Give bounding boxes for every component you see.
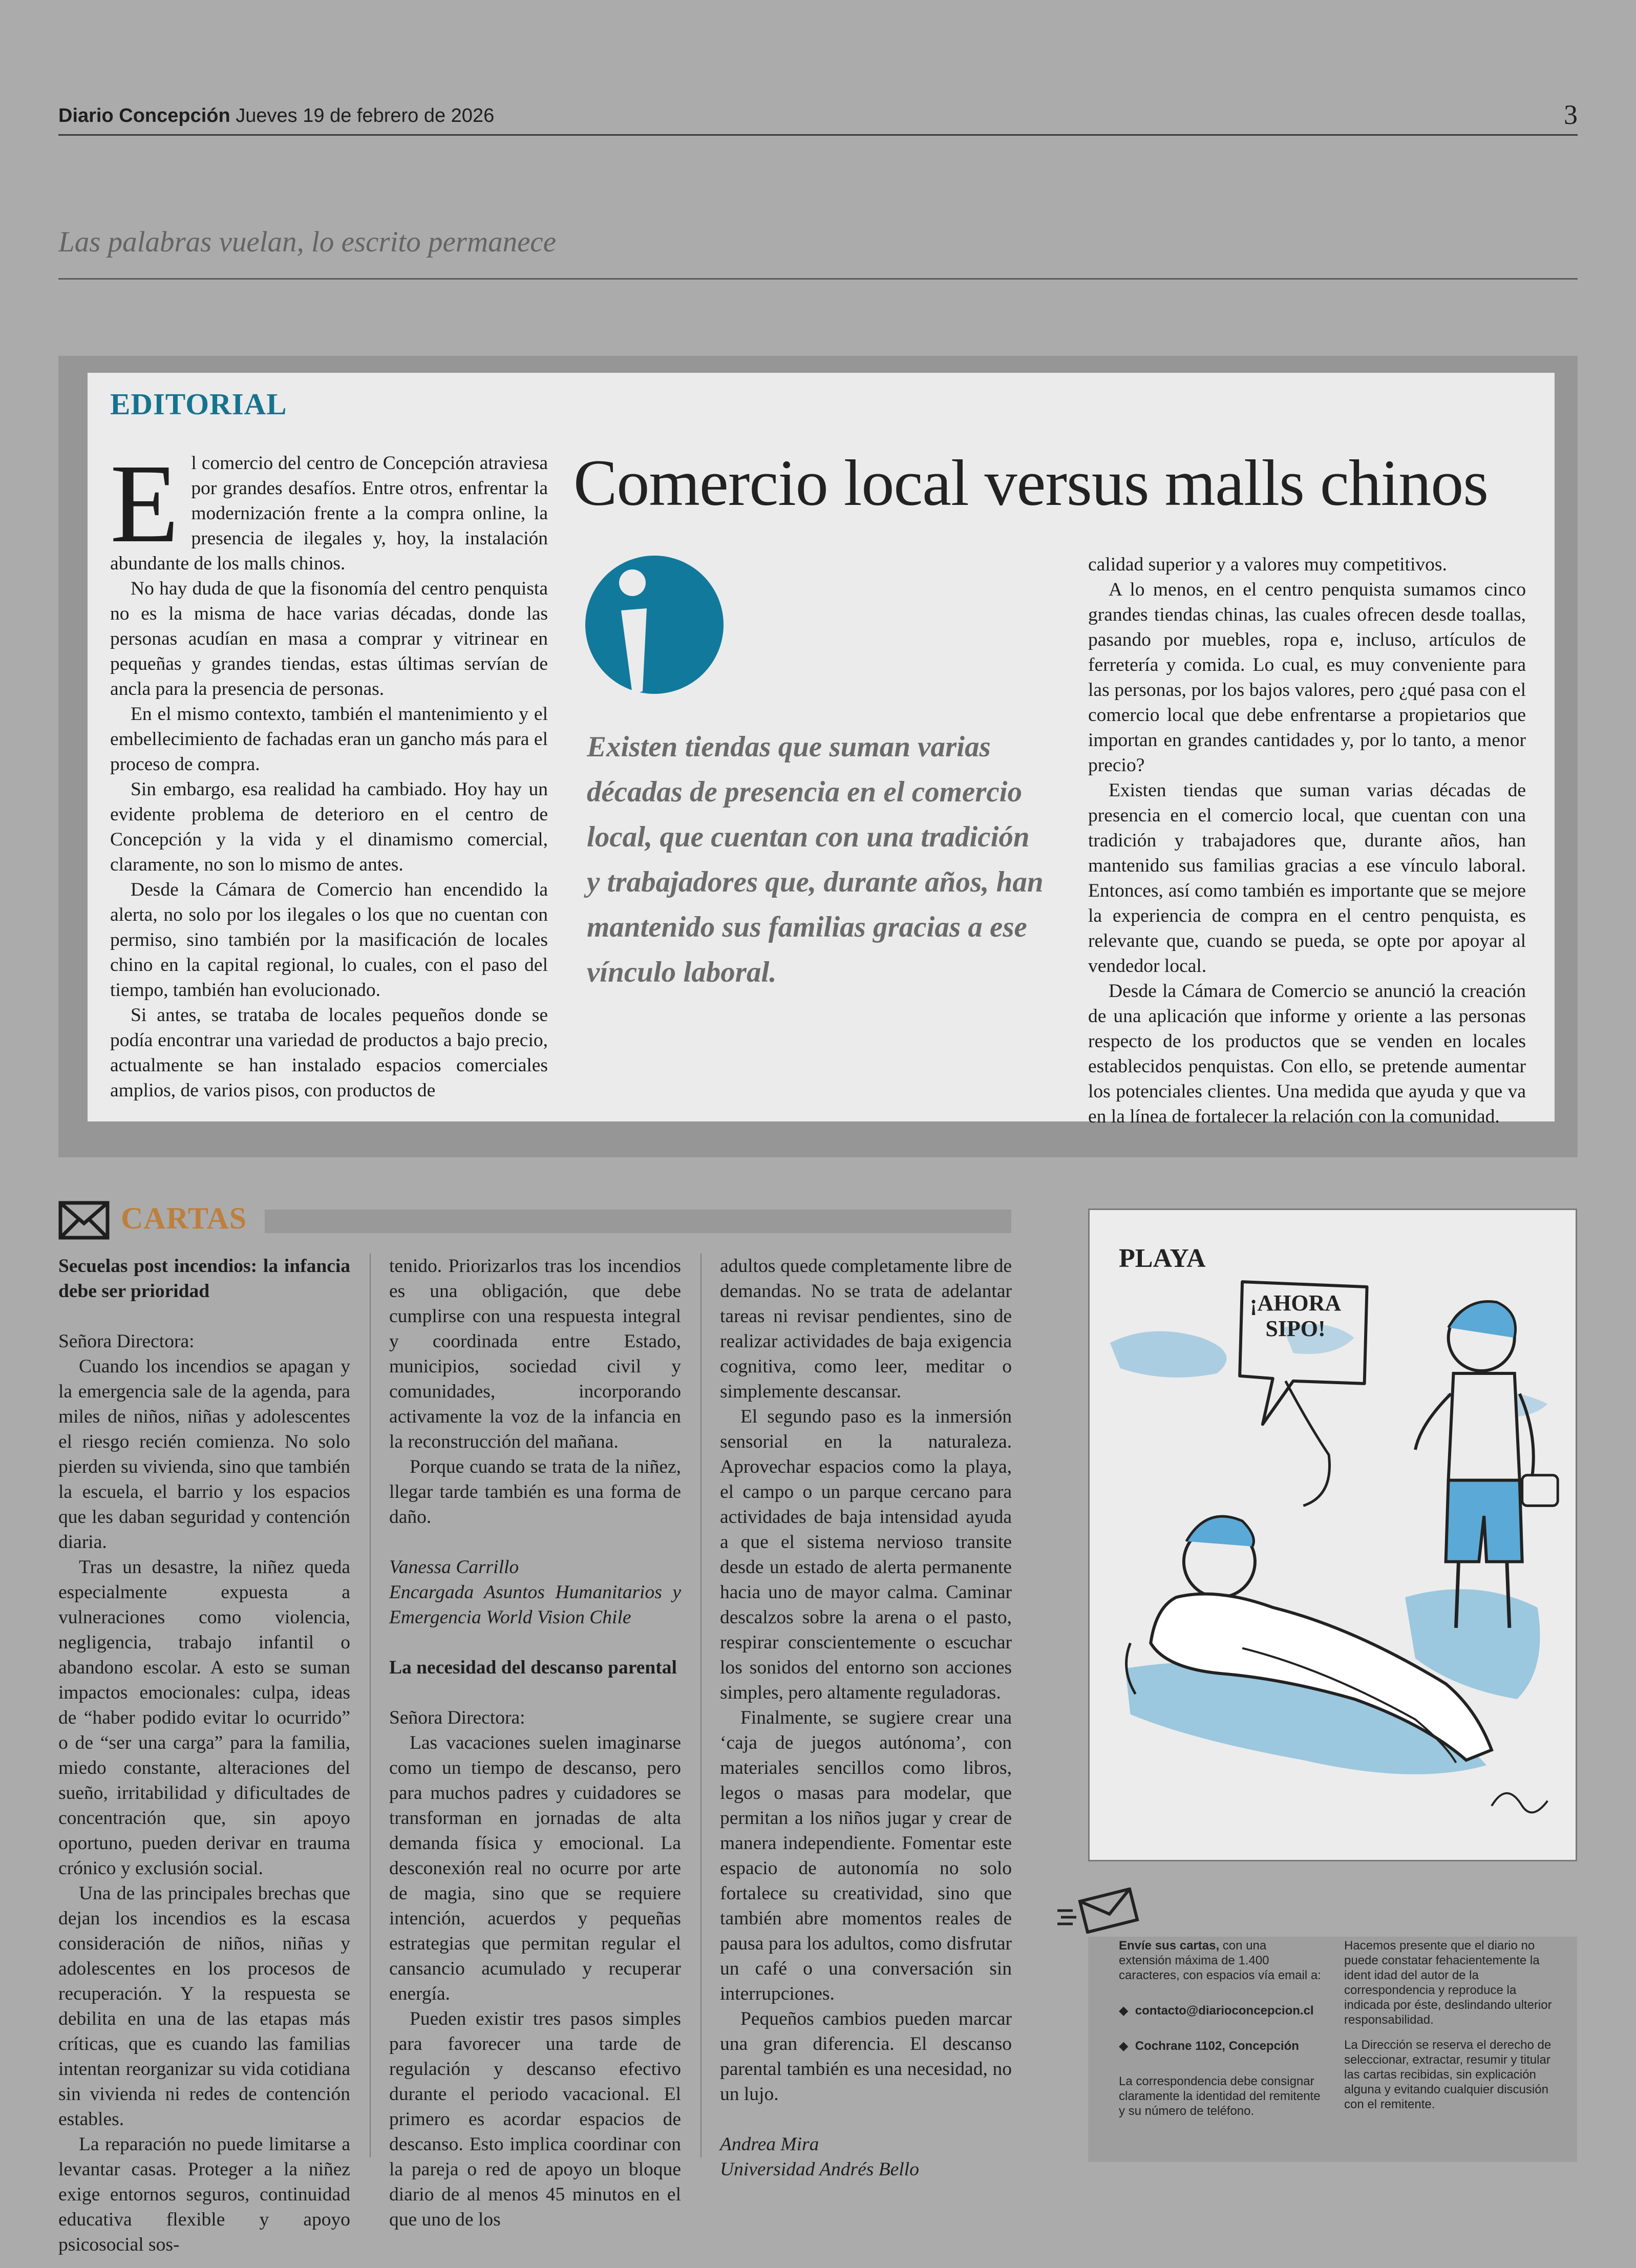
- letter-paragraph: Tras un desastre, la niñez queda especialmente expuesta a vulneraciones como violencia, negligencia, trabajo infantil o abandono escolar. A esto se suman impactos emocionales: culpa, ideas de “haber podido evitar lo ocurrido” o de “ser una carga” para la familia, miedo constante, alteraciones del sueño, irritabilidad y dificultades de concentración que, sin apoyo oportuno, pueden derivar en trauma crónico y exclusión social.: [58, 1557, 350, 1879]
- letter-paragraph: El segundo paso es la inmersión sensorial en la naturaleza. Aprovechar espacios como la playa, el campo o un parque cercano para actividades de baja intensidad ayuda a que el sistema nervioso transite desde un estado de alerta permanente hacia uno de mayor calma. Caminar descalzos sobre la arena o el pasto, respirar conscientemente o escuchar los sonidos del entorno son acciones simples, pero altamente reguladoras.: [720, 1406, 1012, 1703]
- editorial-paragraph: Si antes, se trataba de locales pequeños donde se podía encontrar una variedad de productos a bajo precio, actualmente se han instalado espacios comerciales amplios, de varios pisos, con productos de: [110, 1005, 548, 1101]
- editorial-paragraph: calidad superior y a valores muy competitivos.: [1088, 554, 1447, 575]
- letters-column-3: [720, 1254, 1012, 2182]
- editorial-label: EDITORIAL: [110, 387, 287, 421]
- cartoon-title: PLAYA: [1119, 1244, 1206, 1273]
- editorial-paragraph: No hay duda de que la fisonomía del centro penquista no es la misma de hace varias décadas, donde las personas acudían en masa a comprar y vitrinear en pequeñas y grandes tiendas, estas últimas servían de ancla para la presencia de personas.: [110, 578, 548, 700]
- submission-info-right: [1344, 1938, 1554, 2112]
- letter-salutation: Señora Directora:: [389, 1707, 525, 1728]
- pull-quote: Existen tiendas que suman varias décadas de presencia en el comercio local, que cuentan con una tradición y trabajadores que, durante años, han mantenido sus familias gracias a ese vínculo laboral.: [587, 731, 1044, 988]
- letter-signature-name: Vanessa Carrillo: [389, 1557, 519, 1578]
- letters-column-2: [389, 1254, 681, 2232]
- submission-note: La correspondencia debe consignar claramente la identidad del remitente y su número de teléfono.: [1119, 2074, 1321, 2118]
- cartas-bar: [265, 1210, 1011, 1233]
- letter-paragraph: Cuando los incendios se apagan y la emergencia sale de la agenda, para miles de niños, niñas y adolescentes el riesgo recién comienza. No solo pierden su vivienda, sino que también la escuela, el barrio y los espacios que les daban seguridad y contención diaria.: [58, 1356, 350, 1553]
- editorial-paragraph: En el mismo contexto, también el mantenimiento y el embellecimiento de fachadas eran un gancho más para el proceso de compra.: [110, 704, 548, 775]
- submission-disclaimer: Hacemos presente que el diario no puede constatar fehacientemente la ident idad del autor de la correspondencia y reproduce la indicada por éste, deslindando ulterior responsabilidad.: [1344, 1939, 1552, 2027]
- editorial-paragraph: Sin embargo, esa realidad ha cambiado. Hoy hay un evidente problema de deterioro en el centro de Concepción y la vida y el dinamismo comercial, claramente, no son lo mismo de antes.: [110, 779, 548, 875]
- tagline-rule: [58, 278, 1578, 280]
- cartoon-speech: ¡AHORA SIPO!: [1249, 1290, 1342, 1341]
- cartas-label: CARTAS: [121, 1201, 247, 1235]
- editorial-paragraph: A lo menos, en el centro penquista sumamos cinco grandes tiendas chinas, las cuales ofrecen desde toallas, pasando por muebles, ropa e, incluso, artículos de ferretería y comida. Lo cual, es muy conveniente para las personas, por los bajos valores, pero ¿qué pasa con el comercio local que debe enfrentarse a propietarios que importan en grandes cantidades y, por lo tanto, a menor precio?: [1088, 579, 1526, 776]
- letter-paragraph: Pequeños cambios pueden marcar una gran diferencia. El descanso parental también es una necesidad, no un lujo.: [720, 2008, 1012, 2105]
- newspaper-name: Diario Concepción: [58, 105, 230, 126]
- letter-paragraph: Porque cuando se trata de la niñez, llegar tarde también es una forma de daño.: [389, 1456, 681, 1528]
- header-rule: [58, 134, 1578, 136]
- column-divider: [370, 1254, 371, 2157]
- info-icon: [585, 553, 724, 696]
- letter-paragraph: Una de las principales brechas que dejan los incendios es la escasa consideración de niños, niñas y adolescentes en los procesos de recuperación. Y la respuesta se debilita en una de las etapas más críticas, que es cuando las familias intentan reorganizar su vida cotidiana sin vivienda ni redes de contención estables.: [58, 1883, 350, 2130]
- editorial-paragraph: Existen tiendas que suman varias décadas de presencia en el comercio local, que cuentan con una tradición y trabajadores que, durante años, han mantenido sus familias gracias a ese vínculo laboral. Entonces, así como también es importante que se mejore la experiencia de compra en el centro penquista, es relevante que, cuando se pueda, se opte por apoyar al vendedor local.: [1088, 780, 1526, 977]
- submission-info-left: [1119, 1938, 1321, 2118]
- column-divider: [700, 1254, 702, 2157]
- section-tagline: Las palabras vuelan, lo escrito permanece: [58, 226, 557, 258]
- submission-address: ◆ Cochrane 1102, Concepción: [1119, 2039, 1299, 2053]
- editorial-column-1: [110, 441, 548, 1103]
- letter-signature-role: Universidad Andrés Bello: [720, 2159, 919, 2180]
- editorial-paragraph: Desde la Cámara de Comercio han encendido la alerta, no solo por los ilegales o los que no cuentan con permiso, sino también por la masificación de locales chino en la capital regional, lo cuales, con el paso del tiempo, también han evolucionado.: [110, 879, 548, 1001]
- letter-title: Secuelas post incendios: la infancia debe ser prioridad: [58, 1256, 350, 1302]
- editorial-paragraph: Desde la Cámara de Comercio se anunció la creación de una aplicación que informe y oriente a las personas respecto de los productos que se venden en locales establecidos penquistas. Con ello, se pretende aumentar los potenciales clientes. Una medida que ayuda y que va en la línea de fortalecer la relación con la comunidad.: [1088, 981, 1526, 1127]
- editorial-paragraph: El comercio del centro de Concepción atraviesa por grandes desafíos. Entre otros, enfrentar la modernización frente a la compra online, la presencia de ilegales y, hoy, la instalación abundante de los malls chinos.: [110, 441, 548, 574]
- letter-signature-name: Andrea Mira: [720, 2134, 819, 2155]
- page-header: [58, 105, 494, 127]
- letter-paragraph: tenido. Priorizarlos tras los incendios es una obligación, que debe cumplirse con una respuesta integral y coordinada entre Estado, municipios, sociedad civil y comunidades, incorporando activamente la voz de la infancia en la reconstrucción del mañana.: [389, 1256, 681, 1452]
- letters-column-1: [58, 1254, 350, 2257]
- letter-paragraph: Las vacaciones suelen imaginarse como un tiempo de descanso, pero para muchos padres y cuidadores se transforman en jornadas de alta demanda física y emocional. La desconexión real no ocurre por arte de magia, sino que se requiere intención, acuerdos y pequeñas estrategias que permitan regular el cansancio acumulado y recuperar energía.: [389, 1732, 681, 2004]
- submission-rights: La Dirección se reserva el derecho de seleccionar, extractar, resumir y titular las cartas recibidas, sin explicación alguna y evitando cualquier discusión con el remitente.: [1344, 2038, 1552, 2111]
- submission-email[interactable]: ◆ contacto@diarioconcepcion.cl: [1119, 2004, 1314, 2018]
- letter-title: La necesidad del descanso parental: [389, 1657, 677, 1678]
- letter-paragraph: La reparación no puede limitarse a levantar casas. Proteger a la niñez exige entornos seguros, continuidad educativa flexible y apoyo psicosocial sos-: [58, 2134, 350, 2255]
- letter-signature-role: Encargada Asuntos Humanitarios y Emergencia World Vision Chile: [389, 1582, 681, 1628]
- envelope-icon: [58, 1201, 110, 1240]
- issue-date: Jueves 19 de febrero de 2026: [236, 105, 495, 126]
- submission-lead: Envíe sus cartas, con una extensión máxima de 1.400 caracteres, con espacios vía email a:: [1119, 1939, 1321, 1982]
- letter-salutation: Señora Directora:: [58, 1331, 195, 1352]
- letter-paragraph: adultos quede completamente libre de demandas. No se trata de adelantar tareas ni revisar pendientes, sino de realizar actividades de baja exigencia cognitiva, como leer, meditar o simplemente descansar.: [720, 1256, 1012, 1402]
- editorial-column-3: [1088, 552, 1526, 1129]
- letter-paragraph: Pueden existir tres pasos simples para favorecer una tarde de regulación y descanso efectivo durante el periodo vacacional. El primero es acordar espacios de descanso. Esto implica coordinar con la pareja o red de apoyo un bloque diario de al menos 45 minutos en el que uno de los: [389, 2008, 681, 2230]
- letter-paragraph: Finalmente, se sugiere crear una ‘caja de juegos autónoma’, con materiales sencillos como libros, legos o masas para modelar, que permitan a los niños jugar y crear de manera independiente. Fomentar este espacio de autonomía no solo fortalece su creatividad, sino que también abre momentos reales de pausa para los adultos, como disfrutar un café o una conversación sin interrupciones.: [720, 1707, 1012, 2004]
- page-number: 3: [1564, 99, 1578, 130]
- drop-cap: E: [110, 441, 179, 566]
- mail-envelope-icon: [1055, 1888, 1139, 1934]
- editorial-headline: Comercio local versus malls chinos: [573, 447, 1489, 519]
